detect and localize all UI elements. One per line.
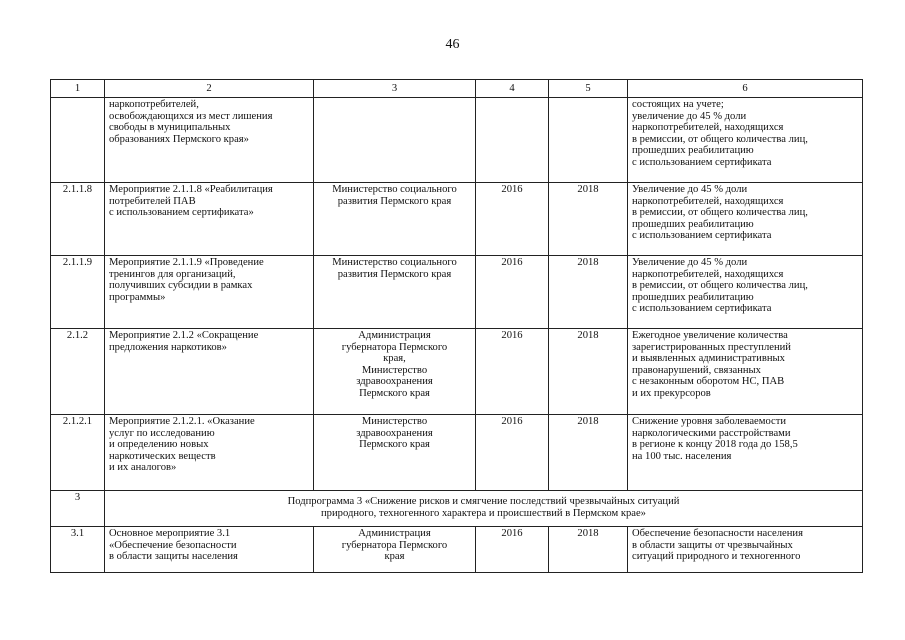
row-number: 2.1.1.8 (51, 183, 105, 256)
end-year: 2018 (549, 329, 628, 415)
measure-name: Мероприятие 2.1.1.8 «Реабилитация потребителей ПАВ с использованием сертификата» (105, 183, 314, 256)
subprogram-number: 3 (51, 491, 105, 527)
measure-name: Основное мероприятие 3.1 «Обеспечение безопасности в области защиты населения (105, 527, 314, 573)
table-header-row (51, 80, 863, 98)
measure-name: Мероприятие 2.1.2.1. «Оказание услуг по исследованию и определению новых наркотических веществ и их аналогов» (105, 415, 314, 491)
subprogram-title: Подпрограмма 3 «Снижение рисков и смягчение последствий чрезвычайных ситуаций природного, техногенного характера и происшествий в Пермском крае» (105, 491, 863, 527)
table-row (51, 329, 863, 415)
expected-result: Обеспечение безопасности населения в области защиты от чрезвычайных ситуаций природного и техногенного (628, 527, 863, 573)
expected-result: состоящих на учете; увеличение до 45 % доли наркопотребителей, находящихся в ремиссии, от общего количества лиц, прошедших реабилитацию с использованием сертификата (628, 98, 863, 183)
measure-name: Мероприятие 2.1.2 «Сокращение предложения наркотиков» (105, 329, 314, 415)
expected-result: Увеличение до 45 % доли наркопотребителей, находящихся в ремиссии, от общего количества лиц, прошедших реабилитацию с использованием сертификата (628, 183, 863, 256)
measure-name: наркопотребителей, освобождающихся из мест лишения свободы в муниципальных образованиях Пермского края» (105, 98, 314, 183)
measures-table (50, 79, 863, 573)
executor (314, 98, 476, 183)
end-year: 2018 (549, 183, 628, 256)
end-year: 2018 (549, 256, 628, 329)
subprogram-row (51, 491, 863, 527)
start-year (476, 98, 549, 183)
start-year: 2016 (476, 329, 549, 415)
expected-result: Увеличение до 45 % доли наркопотребителей, находящихся в ремиссии, от общего количества лиц, прошедших реабилитацию с использованием сертификата (628, 256, 863, 329)
start-year: 2016 (476, 415, 549, 491)
executor: Администрация губернатора Пермского края (314, 527, 476, 573)
start-year: 2016 (476, 527, 549, 573)
page-number: 46 (445, 37, 460, 52)
end-year (549, 98, 628, 183)
expected-result: Снижение уровня заболеваемости наркологическими расстройствами в регионе к концу 2018 года до 158,5 на 100 тыс. населения (628, 415, 863, 491)
expected-result: Ежегодное увеличение количества зарегистрированных преступлений и выявленных административных правонарушений, связанных с незаконным оборотом НС, ПАВ и их прекурсоров (628, 329, 863, 415)
column-header: 6 (628, 80, 863, 98)
measure-name: Мероприятие 2.1.1.9 «Проведение тренингов для организаций, получивших субсидии в рамках программы» (105, 256, 314, 329)
column-header: 1 (51, 80, 105, 98)
column-header: 4 (476, 80, 549, 98)
executor: Министерство социального развития Пермского края (314, 183, 476, 256)
executor: Администрация губернатора Пермского края, Министерство здравоохранения Пермского края (314, 329, 476, 415)
executor: Министерство здравоохранения Пермского края (314, 415, 476, 491)
table-row (51, 183, 863, 256)
row-number: 2.1.2 (51, 329, 105, 415)
end-year: 2018 (549, 527, 628, 573)
column-header: 3 (314, 80, 476, 98)
executor: Министерство социального развития Пермского края (314, 256, 476, 329)
table-row (51, 256, 863, 329)
row-number: 2.1.1.9 (51, 256, 105, 329)
table-row (51, 527, 863, 573)
table-row (51, 98, 863, 183)
start-year: 2016 (476, 183, 549, 256)
row-number (51, 98, 105, 183)
start-year: 2016 (476, 256, 549, 329)
row-number: 2.1.2.1 (51, 415, 105, 491)
row-number: 3.1 (51, 527, 105, 573)
column-header: 2 (105, 80, 314, 98)
end-year: 2018 (549, 415, 628, 491)
column-header: 5 (549, 80, 628, 98)
table-row (51, 415, 863, 491)
